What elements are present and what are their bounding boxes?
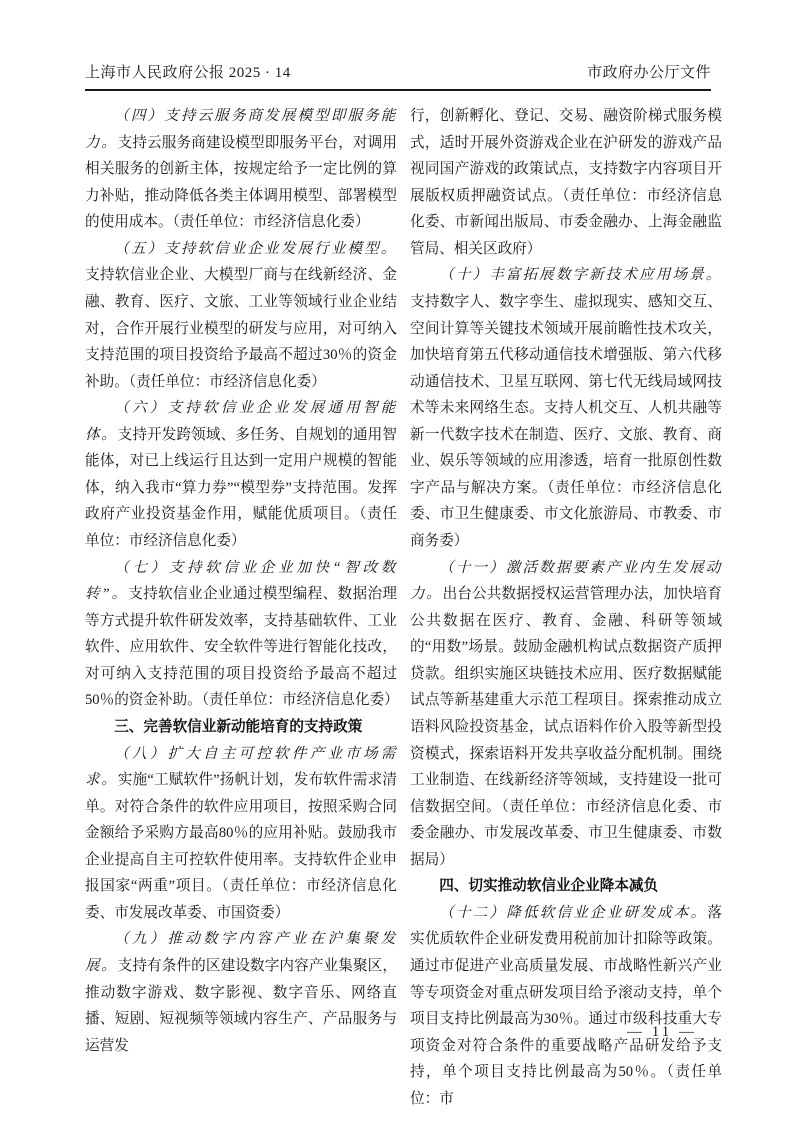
paragraph-6 [85,395,397,554]
page-number: — 11 — [627,1024,697,1040]
paragraph-6-lead: （六）支持软信业企业发展通用智能体。 [85,400,397,443]
section-heading-4: 四、切实推动软信业企业降本减负 [439,878,659,895]
paragraph-10-lead: （十）丰富拓展数字新技术应用场景。 [439,267,722,284]
paragraph-11-lead: （十一）激活数据要素产业内生发展动力。 [410,559,722,603]
paragraph-4-text: 支持云服务商建设模型即服务平台，对调用相关服务的创新主体，按规定给予一定比例的算力补贴，推动降低各类主体调用模型、部署模型的使用成本。（责任单位：市经济信息化委） [85,134,397,231]
paragraph-10 [410,262,722,554]
document-category: 市政府办公厅文件 [586,65,711,81]
paragraph-4-lead: （四）支持云服务商发展模型即服务能力。 [85,108,397,151]
paragraph-8-text: 实施“工赋软件”扬帆计划，发布软件需求清单。对符合条件的软件应用项目，按照采购合同金额给予采购方最高80％的应用补贴。鼓励我市企业提高自主可控软件使用率。支持软件企业申报国家“两重”项目。（责任单位：市经济信息化委、市发展改革委、市国资委） [85,772,397,921]
paragraph-7-lead: （七）支持软信业企业加快“智改数转”。 [85,559,397,603]
paragraph-5 [85,236,397,395]
gazette-title: 上海市人民政府公报 2025 · 14 [85,65,291,81]
paragraph-9-continuation: 行，创新孵化、登记、交易、融资阶梯式服务模式，适时开展外资游戏企业在沪研发的游戏产品视同国产游戏的政策试点，支持数字内容项目开展版权质押融资试点。（责任单位：市经济信息化委、市新闻出版局、市委金融办、上海金融监管局、相关区政府） [410,108,722,257]
section-heading-3: 三、完善软信业新动能培育的支持政策 [114,718,363,735]
document-body [85,103,722,1112]
paragraph-4 [85,103,397,236]
paragraph-12-text: 落实优质软件企业研发费用税前加计扣除等政策。通过市促进产业高质量发展、市战略性新兴产业等专项资金对重点研发项目给予滚动支持，单个项目支持比例最高为30％。通过市级科技重大专项资金对符合条件的重要战略产品研发给予支持，单个项目支持比例最高为50％。（责任单位：市 [410,904,722,1107]
left-column [85,103,397,1112]
page-header [85,61,711,82]
paragraph-12-lead: （十二）降低软信业企业研发成本。 [439,904,708,921]
paragraph-5-lead: （五）支持软信业企业发展行业模型。 [114,240,397,257]
paragraph-12 [410,900,722,1113]
paragraph-9-lead: （九）推动数字内容产业在沪集聚发展。 [85,931,397,974]
paragraph-8 [85,741,397,927]
paragraph-9 [85,926,397,1059]
paragraph-6-text: 支持开发跨领域、多任务、自规划的通用智能体，对已上线运行且达到一定用户规模的智能体，纳入我市“算力券”“模型券”支持范围。发挥政府产业投资基金作用，赋能优质项目。（责任单位：市经济信息化委） [85,426,397,549]
paragraph-8-lead: （八）扩大自主可控软件产业市场需求。 [85,745,397,789]
right-column [410,103,722,1112]
paragraph-7 [85,555,397,714]
header-divider [85,89,711,91]
paragraph-11-text: 出台公共数据授权运营管理办法，加快培育公共数据在医疗、教育、金融、科研等领域的“用数”场景。鼓励金融机构试点数据资产质押贷款。组织实施区块链技术应用、医疗数据赋能试点等新基建重大示范工程项目。探索推动成立语料风险投资基金，试点语料作价入股等新型投资模式，探索语料开发共享收益分配机制。围绕工业制造、在线新经济等领域，支持建设一批可信数据空间。（责任单位：市经济信息化委、市委金融办、市发展改革委、市卫生健康委、市数据局） [410,586,722,868]
paragraph-5-text: 支持软信业企业、大模型厂商与在线新经济、金融、教育、医疗、文旅、工业等领域行业企业结对，合作开展行业模型的研发与应用，对可纳入支持范围的项目投资给予最高不超过30％的资金补助。（责任单位：市经济信息化委） [85,267,397,390]
paragraph-11 [410,555,722,874]
paragraph-9-text: 支持有条件的区建设数字内容产业集聚区，推动数字游戏、数字影视、数字音乐、网络直播、短剧、短视频等领域内容生产、产品服务与运营发 [85,958,397,1054]
paragraph-7-text: 支持软信业企业通过模型编程、数据治理等方式提升软件研发效率，支持基础软件、工业软件、应用软件、安全软件等进行智能化技改，对可纳入支持范围的项目投资给予最高不超过50％的资金补助。（责任单位：市经济信息化委） [85,586,399,709]
paragraph-10-text: 支持数字人、数字孪生、虚拟现实、感知交互、空间计算等关键技术领域开展前瞻性技术攻关，加快培育第五代移动通信技术增强版、第六代移动通信技术、卫星互联网、第七代无线局域网技术等未来网络生态。支持人机交互、人机共融等新一代数字技术在制造、医疗、文旅、教育、商业、娱乐等领域的应用渗透，培育一批原创性数字产品与解决方案。（责任单位：市经济信息化委、市卫生健康委、市文化旅游局、市教委、市商务委） [410,293,722,549]
